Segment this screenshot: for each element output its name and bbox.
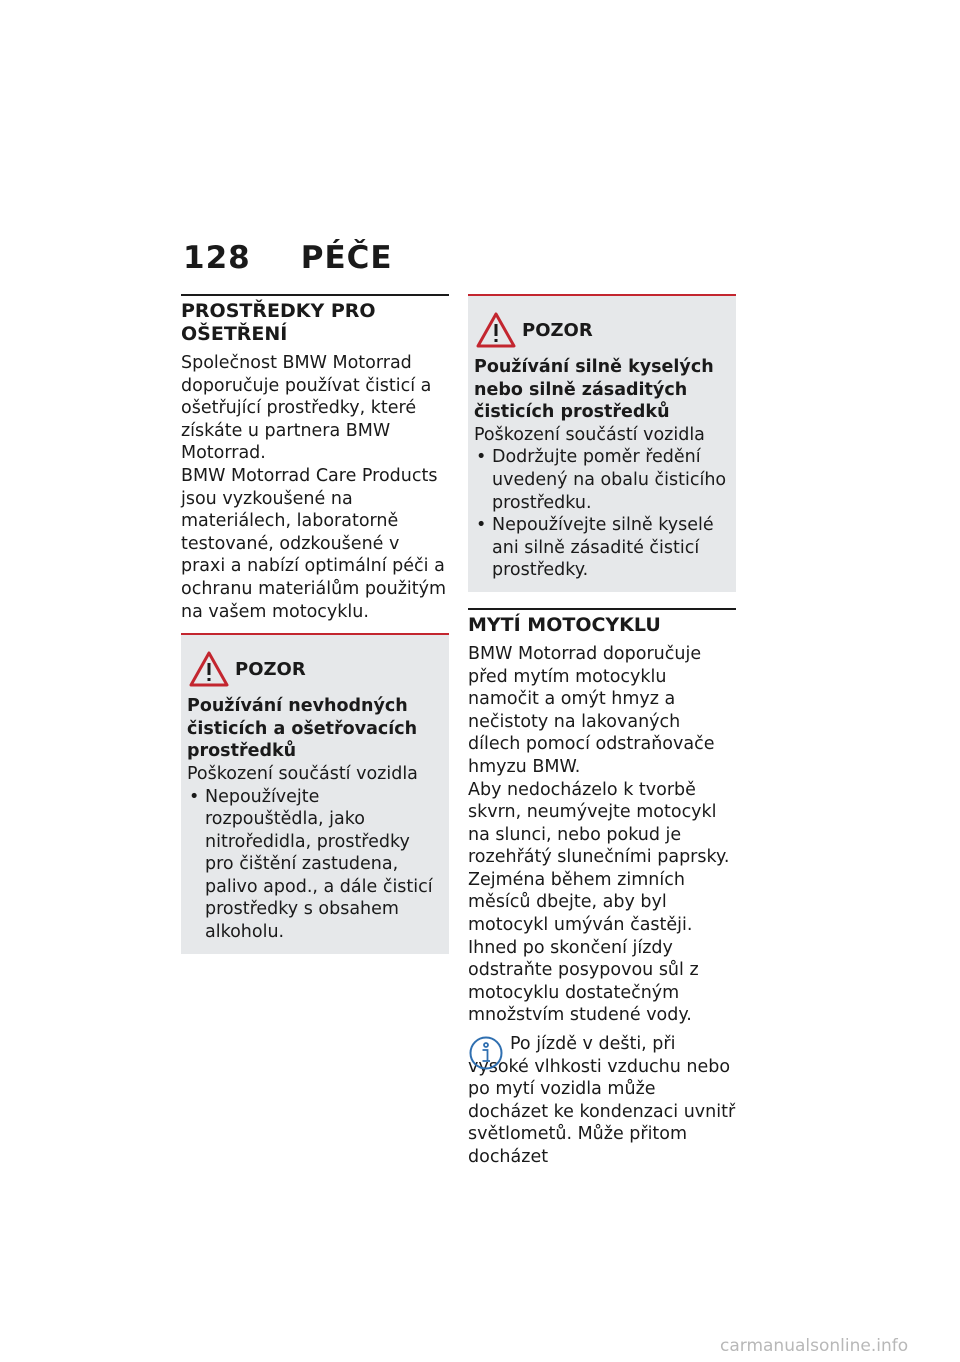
section-divider [181,294,449,296]
care-products-text [181,352,449,623]
warning-label: POZOR [522,319,593,341]
warning-bullets [474,446,730,582]
paragraph: BMW Motorrad Care Products jsou vyzkoušené na materiálech, laboratorně testované, odzkoušené v praxi a nabízí optimální péči a ochranu materiálům použitým na vašem motocyklu. [181,465,447,622]
paragraph: Zejména během zimních měsíců dbejte, aby byl motocykl umýván častěji. [468,869,693,936]
list-item: • Dodržujte poměr ředění uvedený na obalu čisticího prostředku. [474,446,730,514]
warning-triangle-icon [189,651,229,687]
warning-bullets [187,786,443,944]
warning-header [187,649,443,689]
right-column [468,294,736,1169]
page-header [183,240,393,276]
warning-title: Používání silně kyselých nebo silně zásaditých čisticích prostředků [474,357,714,423]
warning-box [181,633,449,954]
warning-triangle-icon [476,312,516,348]
warning-consequence: Poškození součástí vozidla [474,424,705,445]
section-title-care-products: PROSTŘEDKY PRO OŠETŘENÍ [181,300,376,345]
list-item: • Nepoužívejte silně kyselé ani silně zásadité čisticí prostředky. [474,514,730,582]
chapter-title: PÉČE [300,240,393,276]
watermark: carmanualsonline.info [720,1336,909,1356]
note-text: Po jízdě v dešti, při vysoké vlhkosti vzduchu nebo po mytí vozidla může docházet ke kondenzaci uvnitř světlometů. Může přitom docházet [468,1034,736,1167]
left-column [181,294,449,954]
warning-consequence: Poškození součástí vozidla [187,763,418,784]
info-note [468,1033,736,1169]
warning-title: Používání nevhodných čisticích a ošetřovacích prostředků [187,696,418,762]
paragraph: BMW Motorrad doporučuje před mytím motocyklu namočit a omýt hmyz a nečistoty na lakovaných dílech pomocí odstraňovače hmyzu BMW. [468,643,715,777]
washing-text [468,643,736,1027]
warning-label: POZOR [235,658,306,680]
paragraph: Aby nedocházelo k tvorbě skvrn, neumývejte motocykl na slunci, nebo pokud je rozehřátý slunečními paprsky. [468,779,730,868]
info-icon [468,1035,504,1071]
list-item: • Nepoužívejte rozpouštědla, jako nitroředidla, prostředky pro čištění zastudena, palivo apod., a dále čisticí prostředky s obsahem alkoholu. [187,786,443,944]
paragraph: Ihned po skončení jízdy odstraňte posypovou sůl z motocyklu dostatečným množstvím studené vody. [468,937,699,1026]
page-number: 128 [183,240,251,276]
warning-box [468,294,736,592]
section-divider [468,608,736,610]
warning-header [474,310,730,350]
section-title-washing: MYTÍ MOTOCYKLU [468,613,661,636]
paragraph: Společnost BMW Motorrad doporučuje používat čisticí a ošetřující prostředky, které získáte u partnera BMW Motorrad. [181,353,432,464]
